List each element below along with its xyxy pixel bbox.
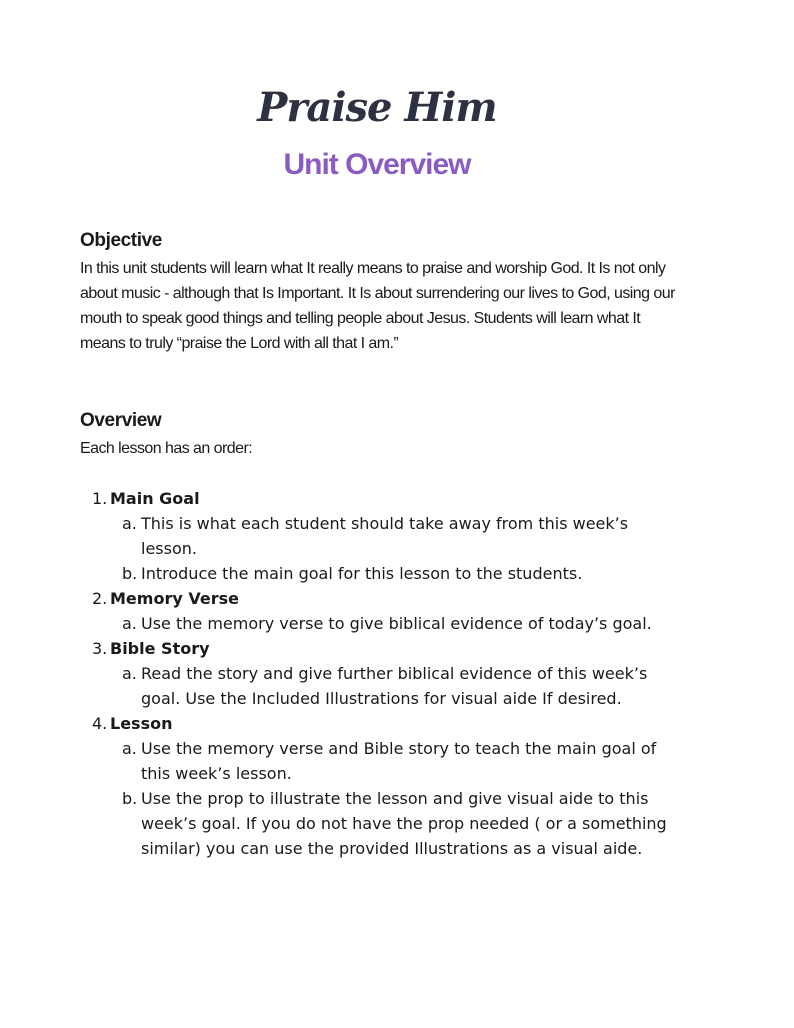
list-item bbox=[92, 486, 692, 586]
lesson-order-list bbox=[92, 486, 692, 861]
page-title: Praise Him bbox=[257, 84, 497, 131]
sub-item-letter: a. bbox=[122, 739, 137, 758]
list-item bbox=[92, 711, 692, 861]
sub-item bbox=[122, 736, 692, 786]
sub-item-letter: b. bbox=[122, 789, 138, 808]
sub-item bbox=[122, 786, 692, 861]
sub-item-text: Introduce the main goal for this lesson to the students. bbox=[141, 564, 583, 583]
list-item-label: Lesson bbox=[110, 714, 173, 733]
sub-item-letter: a. bbox=[122, 514, 137, 533]
list-item-number: 1. bbox=[92, 489, 108, 508]
list-item bbox=[92, 586, 692, 636]
sub-item-text: Read the story and give further biblical evidence of this week’s goal. Use the Included Illustrations for visual aide If desired. bbox=[141, 664, 648, 708]
sub-item-letter: b. bbox=[122, 564, 138, 583]
list-item-number: 4. bbox=[92, 714, 108, 733]
list-item-label: Main Goal bbox=[110, 489, 200, 508]
list-item-number: 2. bbox=[92, 589, 108, 608]
objective-heading: Objective bbox=[80, 230, 162, 251]
objective-body: In this unit students will learn what It really means to praise and worship God. It Is not only about music - although that Is Important. It Is about surrendering our lives to God, using our mouth to speak good things and telling people about Jesus. Students will learn what It means to truly “praise the Lord with all that I am.” bbox=[80, 260, 675, 352]
list-item-number: 3. bbox=[92, 639, 108, 658]
sub-item bbox=[122, 511, 692, 561]
list-item bbox=[92, 636, 692, 711]
sub-item-text: This is what each student should take away from this week’s lesson. bbox=[141, 514, 629, 558]
sub-item-letter: a. bbox=[122, 614, 137, 633]
overview-heading: Overview bbox=[80, 410, 162, 431]
sub-item bbox=[122, 661, 692, 711]
sub-item bbox=[122, 561, 692, 586]
sub-item-text: Use the memory verse and Bible story to teach the main goal of this week’s lesson. bbox=[141, 739, 657, 783]
page-subtitle: Unit Overview bbox=[283, 148, 471, 181]
overview-intro: Each lesson has an order: bbox=[80, 440, 253, 457]
list-item-label: Memory Verse bbox=[110, 589, 239, 608]
sub-item-text: Use the prop to illustrate the lesson and give visual aide to this week’s goal. If you do not have the prop needed ( or a something similar) you can use the provided Illustrations as a visual aide. bbox=[141, 789, 667, 858]
sub-item-letter: a. bbox=[122, 664, 137, 683]
list-item-label: Bible Story bbox=[110, 639, 210, 658]
sub-item-text: Use the memory verse to give biblical evidence of today’s goal. bbox=[141, 614, 652, 633]
sub-item bbox=[122, 611, 692, 636]
